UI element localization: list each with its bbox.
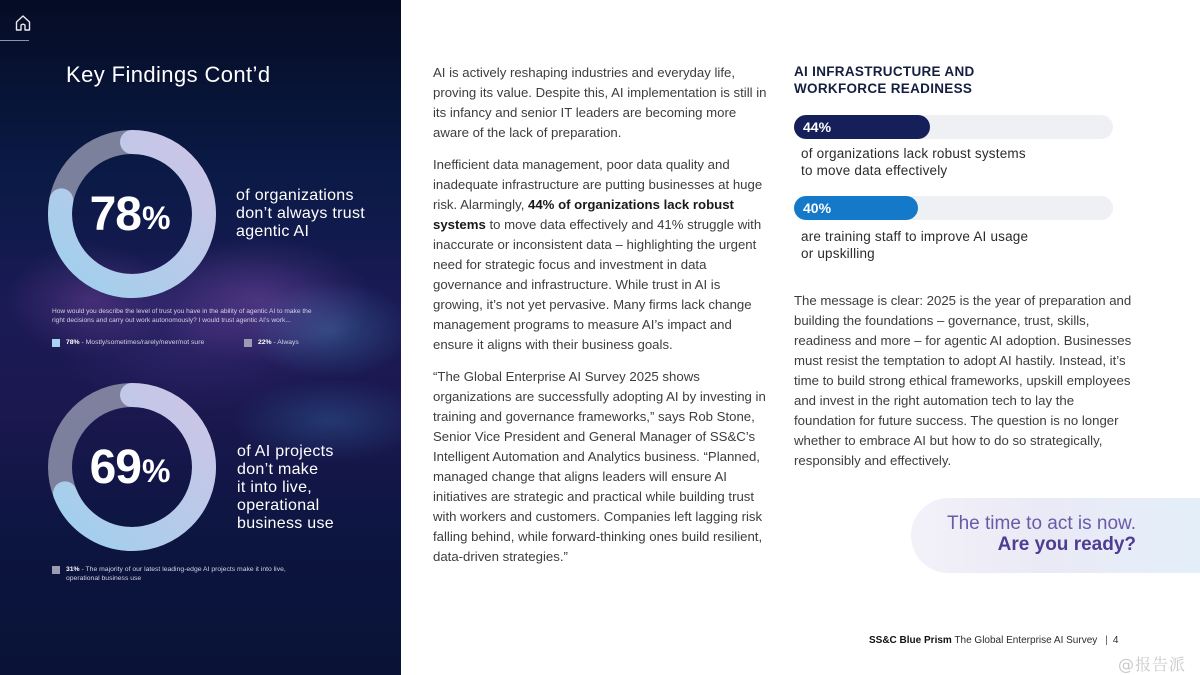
footer-separator: | <box>1105 635 1108 646</box>
progress-bar-track <box>794 115 1113 139</box>
call-to-action-banner <box>911 498 1200 573</box>
donut-value-label <box>46 379 214 555</box>
stat-value: 69 <box>89 440 141 494</box>
trust-donut-chart <box>46 126 226 306</box>
caption-line: of organizations <box>236 187 354 204</box>
page-footer <box>869 635 1118 646</box>
page-title: Key Findings Cont’d <box>66 62 271 87</box>
caption-line: of AI projects <box>237 443 334 460</box>
bar-description: are training staff to improve AI usage or upskilling <box>801 229 1029 261</box>
legend-text: 78% - Mostly/sometimes/rarely/never/not sure <box>66 339 205 346</box>
page-number: 4 <box>1112 635 1119 646</box>
cta-line-1: The time to act is now. <box>946 513 1136 534</box>
home-icon[interactable] <box>14 14 32 32</box>
legend-item <box>244 339 299 348</box>
legend-item <box>52 339 204 348</box>
bar-item <box>794 196 1134 262</box>
caption-line: don’t always trust <box>236 205 366 222</box>
progress-bar-fill: 44% <box>794 115 930 139</box>
closing-paragraph: The message is clear: 2025 is the year of preparation and building the foundations – governance, trust, skills, readiness and more – for agentic AI adoption. Businesses must resist the temptation to adopt AI hastily. Instead, it’s time to build strong ethical frameworks, upskill employees and invest in the right automation tech to lay the foundation for future success. The question is no longer whether to embrace AI but how to do so strategically, responsibly and effectively. <box>794 293 1132 468</box>
cta-line-2: Are you ready? <box>997 534 1136 555</box>
caption-line: business use <box>237 515 334 532</box>
highlight-stat: 44% of organizations lack robust systems <box>433 197 734 232</box>
caption-line: agentic AI <box>236 223 310 240</box>
trust-stat-caption <box>236 187 365 241</box>
paragraph-intro: AI is actively reshaping industries and everyday life, proving its value. Despite this, AI implementation is still in its infancy and senior IT leaders are becoming more aware of the lack of preparation. <box>433 65 767 140</box>
caption-line: don’t make <box>237 461 319 478</box>
donut-value-label <box>46 126 214 302</box>
paragraph-data-risk: Inefficient data management, poor data quality and inadequate infrastructure are putting businesses at huge risk. Alarmingly, 44% of organizations lack robust systems to move data effectively and 41% struggle with inaccurate or inconsistent data – highlighting the urgent need for strategic focus and investment in data governance and infrastructure. While trust in AI is growing, it’s not yet pervasive. Many firms lack change management programs to measure AI’s impact and ensure it aligns with their business goals. <box>433 157 763 352</box>
progress-bar-fill: 40% <box>794 196 918 220</box>
document-title: The Global Enterprise AI Survey <box>951 635 1098 646</box>
stat-unit: % <box>141 199 171 236</box>
brand-name: SS&C Blue Prism <box>869 635 952 646</box>
key-findings-panel <box>0 0 401 675</box>
watermark: @报告派 <box>1118 655 1187 674</box>
legend-swatch <box>52 566 60 574</box>
section-title: AI INFRASTRUCTURE AND WORKFORCE READINESS <box>794 64 975 96</box>
legend-text: 22% - Always <box>258 339 299 346</box>
paragraph-quote: “The Global Enterprise AI Survey 2025 shows organizations are successfully adopting AI by investing in training and governance frameworks,” says Rob Stone, Senior Vice President and General Manager of SS&C’s Intelligent Automation and Analytics business. “Planned, managed change that aligns leaders will ensure AI initiatives are strategic and practical while building trust with workers and customers. Companies left lagging risk falling behind, while forward-thinking ones build resilient, data-driven strategies.” <box>433 369 766 564</box>
legend-item <box>52 566 292 583</box>
legend-swatch <box>244 339 252 347</box>
legend-swatch <box>52 339 60 347</box>
legend-text: 31% - The majority of our latest leading-edge AI projects make it into live, operational business use <box>66 566 286 582</box>
progress-bar-track <box>794 196 1113 220</box>
caption-line: operational <box>237 497 320 514</box>
body-text-column <box>433 63 773 579</box>
bar-item <box>794 115 1134 179</box>
projects-stat-caption <box>237 443 334 533</box>
stat-unit: % <box>141 452 171 489</box>
projects-donut-chart <box>46 379 226 559</box>
readiness-section <box>794 64 1134 262</box>
bar-description: of organizations lack robust systems to move data effectively <box>801 146 1026 178</box>
survey-question: How would you describe the level of trust you have in the ability of agentic AI to make the right decisions and carry out work autonomously? I would trust agentic AI’s work... <box>52 308 312 324</box>
stat-value: 78 <box>89 187 141 241</box>
home-divider <box>0 40 29 41</box>
caption-line: it into live, <box>237 479 313 496</box>
